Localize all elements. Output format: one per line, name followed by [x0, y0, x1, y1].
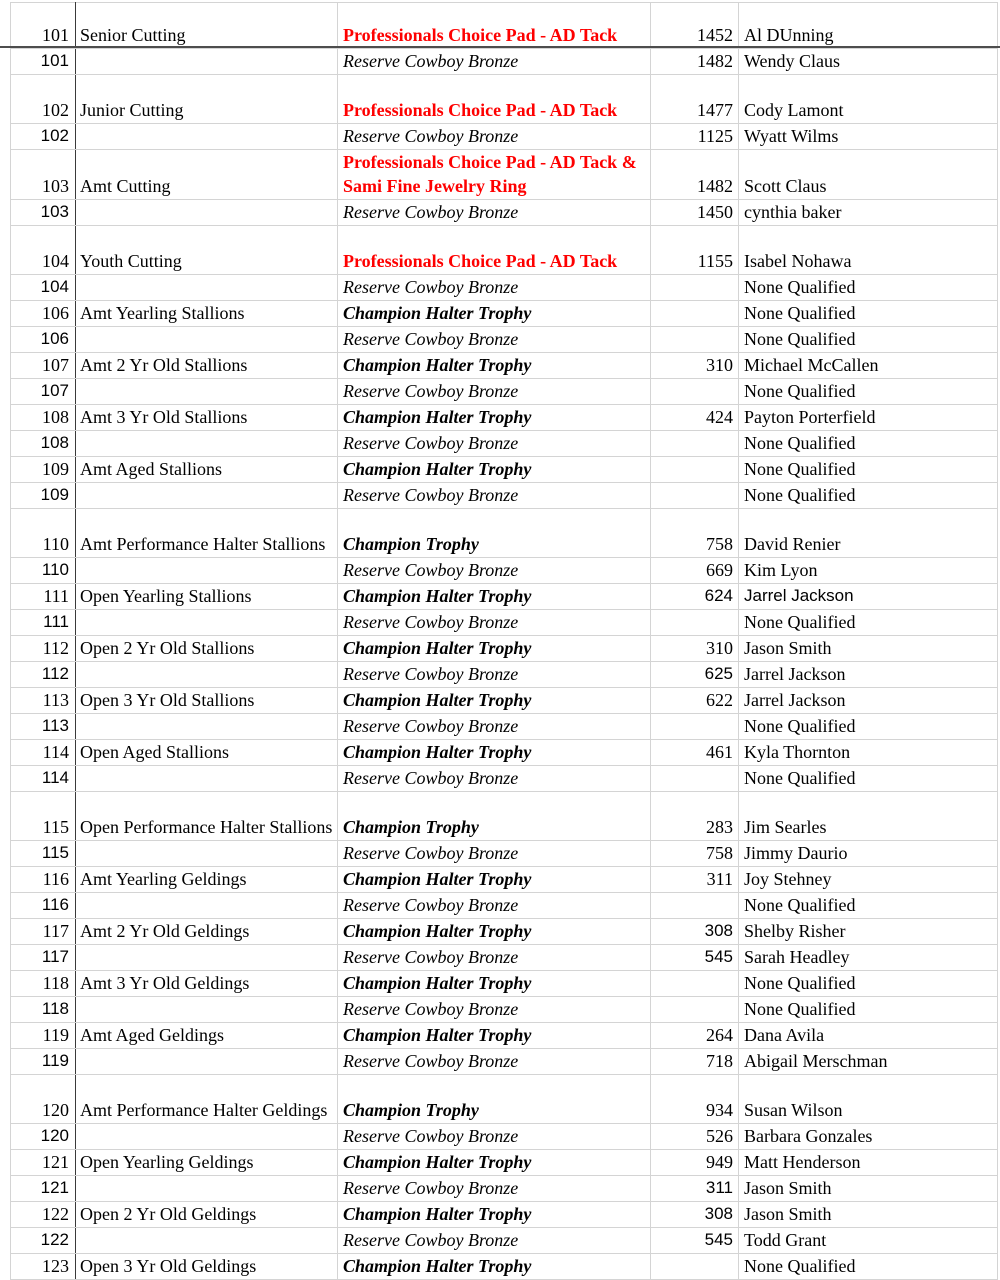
entry-number-cell[interactable]: 308 [651, 1202, 739, 1228]
table-row [11, 75, 998, 124]
class-name-cell[interactable] [76, 610, 338, 636]
class-number-cell[interactable]: 102 [11, 124, 76, 150]
entry-number-cell[interactable] [651, 457, 739, 483]
class-name-cell[interactable] [76, 200, 338, 226]
table-row [11, 405, 998, 431]
award-cell[interactable]: Reserve Cowboy Bronze [338, 124, 651, 150]
class-name-cell[interactable]: Senior Cutting [76, 3, 338, 49]
exhibitor-name-cell[interactable]: None Qualified [739, 301, 998, 327]
exhibitor-name-cell[interactable]: Matt Henderson [739, 1150, 998, 1176]
class-name-cell[interactable] [76, 1228, 338, 1254]
entry-number-cell[interactable]: 545 [651, 1228, 739, 1254]
award-cell[interactable]: Professionals Choice Pad - AD Tack & Sami Fine Jewelry Ring [338, 150, 651, 200]
class-number-cell[interactable]: 103 [11, 150, 76, 200]
award-cell[interactable]: Reserve Cowboy Bronze [338, 1049, 651, 1075]
entry-number-cell[interactable]: 308 [651, 919, 739, 945]
class-number-cell[interactable]: 108 [11, 431, 76, 457]
class-name-cell[interactable] [76, 431, 338, 457]
class-number-cell[interactable]: 121 [11, 1150, 76, 1176]
award-cell[interactable]: Reserve Cowboy Bronze [338, 893, 651, 919]
entry-number-cell[interactable]: 545 [651, 945, 739, 971]
class-name-cell[interactable] [76, 766, 338, 792]
table-row [11, 662, 998, 688]
award-cell[interactable]: Reserve Cowboy Bronze [338, 610, 651, 636]
class-number-cell[interactable]: 107 [11, 353, 76, 379]
award-cell[interactable]: Reserve Cowboy Bronze [338, 714, 651, 740]
entry-number-cell[interactable]: 622 [651, 688, 739, 714]
entry-number-cell[interactable]: 311 [651, 867, 739, 893]
award-cell[interactable]: Champion Halter Trophy [338, 405, 651, 431]
entry-number-cell[interactable]: 758 [651, 841, 739, 867]
exhibitor-name-cell[interactable]: Dana Avila [739, 1023, 998, 1049]
exhibitor-name-cell[interactable]: Scott Claus [739, 150, 998, 200]
class-number-cell[interactable]: 114 [11, 740, 76, 766]
entry-number-cell[interactable] [651, 1254, 739, 1280]
entry-number-cell[interactable] [651, 483, 739, 509]
entry-number-cell[interactable]: 424 [651, 405, 739, 431]
exhibitor-name-cell[interactable]: Joy Stehney [739, 867, 998, 893]
award-cell[interactable]: Reserve Cowboy Bronze [338, 49, 651, 75]
entry-number-cell[interactable] [651, 327, 739, 353]
table-row [11, 200, 998, 226]
entry-number-cell[interactable]: 1482 [651, 150, 739, 200]
entry-number-cell[interactable] [651, 714, 739, 740]
table-row [11, 3, 998, 49]
class-name-cell[interactable]: Amt Performance Halter Geldings [76, 1075, 338, 1124]
award-cell[interactable]: Reserve Cowboy Bronze [338, 766, 651, 792]
exhibitor-name-cell[interactable]: Payton Porterfield [739, 405, 998, 431]
class-name-cell[interactable] [76, 1049, 338, 1075]
exhibitor-name-cell[interactable]: None Qualified [739, 893, 998, 919]
table-row [11, 636, 998, 662]
class-number-cell[interactable]: 120 [11, 1075, 76, 1124]
class-name-cell[interactable] [76, 945, 338, 971]
table-row [11, 584, 998, 610]
class-name-cell[interactable]: Junior Cutting [76, 75, 338, 124]
table-row [11, 275, 998, 301]
exhibitor-name-cell[interactable]: None Qualified [739, 379, 998, 405]
class-number-cell[interactable]: 118 [11, 997, 76, 1023]
exhibitor-name-cell[interactable]: cynthia baker [739, 200, 998, 226]
class-number-cell[interactable]: 102 [11, 75, 76, 124]
exhibitor-name-cell[interactable]: Barbara Gonzales [739, 1124, 998, 1150]
award-cell[interactable]: Champion Halter Trophy [338, 867, 651, 893]
award-cell[interactable]: Reserve Cowboy Bronze [338, 379, 651, 405]
award-cell[interactable]: Reserve Cowboy Bronze [338, 841, 651, 867]
award-cell[interactable]: Reserve Cowboy Bronze [338, 945, 651, 971]
table-row [11, 301, 998, 327]
exhibitor-name-cell[interactable]: Michael McCallen [739, 353, 998, 379]
exhibitor-name-cell[interactable]: Jason Smith [739, 1176, 998, 1202]
class-number-cell[interactable]: 117 [11, 919, 76, 945]
class-name-cell[interactable] [76, 124, 338, 150]
class-number-cell[interactable]: 119 [11, 1049, 76, 1075]
entry-number-cell[interactable] [651, 766, 739, 792]
exhibitor-name-cell[interactable]: Jimmy Daurio [739, 841, 998, 867]
table-row [11, 1202, 998, 1228]
class-number-cell[interactable]: 120 [11, 1124, 76, 1150]
exhibitor-name-cell[interactable]: Jim Searles [739, 792, 998, 841]
exhibitor-name-cell[interactable]: Jason Smith [739, 1202, 998, 1228]
class-number-cell[interactable]: 111 [11, 610, 76, 636]
entry-number-cell[interactable]: 1450 [651, 200, 739, 226]
entry-number-cell[interactable]: 310 [651, 353, 739, 379]
entry-number-cell[interactable]: 758 [651, 509, 739, 558]
table-row [11, 971, 998, 997]
exhibitor-name-cell[interactable]: Isabel Nohawa [739, 226, 998, 275]
exhibitor-name-cell[interactable]: None Qualified [739, 714, 998, 740]
class-name-cell[interactable] [76, 1176, 338, 1202]
award-cell[interactable]: Champion Halter Trophy [338, 688, 651, 714]
class-name-cell[interactable]: Open 2 Yr Old Stallions [76, 636, 338, 662]
entry-number-cell[interactable]: 1482 [651, 49, 739, 75]
exhibitor-name-cell[interactable]: Shelby Risher [739, 919, 998, 945]
table-row [11, 483, 998, 509]
class-number-cell[interactable]: 106 [11, 327, 76, 353]
table-row [11, 1228, 998, 1254]
exhibitor-name-cell[interactable]: None Qualified [739, 327, 998, 353]
table-row [11, 841, 998, 867]
award-cell[interactable]: Champion Halter Trophy [338, 1254, 651, 1280]
exhibitor-name-cell[interactable]: Wyatt Wilms [739, 124, 998, 150]
table-row [11, 1150, 998, 1176]
exhibitor-name-cell[interactable]: None Qualified [739, 766, 998, 792]
award-cell[interactable]: Reserve Cowboy Bronze [338, 997, 651, 1023]
class-name-cell[interactable] [76, 275, 338, 301]
class-name-cell[interactable]: Amt 2 Yr Old Geldings [76, 919, 338, 945]
class-number-cell[interactable]: 116 [11, 893, 76, 919]
award-cell[interactable]: Champion Halter Trophy [338, 457, 651, 483]
class-number-cell[interactable]: 122 [11, 1228, 76, 1254]
entry-number-cell[interactable] [651, 893, 739, 919]
class-name-cell[interactable]: Amt 3 Yr Old Geldings [76, 971, 338, 997]
entry-number-cell[interactable] [651, 301, 739, 327]
table-row [11, 1254, 998, 1280]
table-row [11, 740, 998, 766]
class-number-cell[interactable]: 109 [11, 483, 76, 509]
class-name-cell[interactable]: Amt Aged Stallions [76, 457, 338, 483]
table-row [11, 431, 998, 457]
class-number-cell[interactable]: 110 [11, 558, 76, 584]
class-number-cell[interactable]: 113 [11, 688, 76, 714]
exhibitor-name-cell[interactable]: Cody Lamont [739, 75, 998, 124]
class-name-cell[interactable]: Amt Aged Geldings [76, 1023, 338, 1049]
class-name-cell[interactable] [76, 1124, 338, 1150]
exhibitor-name-cell[interactable]: Abigail Merschman [739, 1049, 998, 1075]
class-name-cell[interactable]: Open Yearling Stallions [76, 584, 338, 610]
class-number-cell[interactable]: 113 [11, 714, 76, 740]
table-row [11, 509, 998, 558]
results-table-body [11, 3, 998, 1280]
award-cell[interactable]: Champion Halter Trophy [338, 740, 651, 766]
class-name-cell[interactable]: Amt Performance Halter Stallions [76, 509, 338, 558]
class-number-cell[interactable]: 103 [11, 200, 76, 226]
entry-number-cell[interactable] [651, 379, 739, 405]
table-row [11, 457, 998, 483]
award-cell[interactable]: Professionals Choice Pad - AD Tack [338, 75, 651, 124]
class-name-cell[interactable] [76, 662, 338, 688]
class-number-cell[interactable]: 116 [11, 867, 76, 893]
class-name-cell[interactable]: Amt Yearling Stallions [76, 301, 338, 327]
class-name-cell[interactable]: Open Aged Stallions [76, 740, 338, 766]
exhibitor-name-cell[interactable]: None Qualified [739, 483, 998, 509]
table-row [11, 124, 998, 150]
table-row [11, 226, 998, 275]
award-cell[interactable]: Reserve Cowboy Bronze [338, 1124, 651, 1150]
exhibitor-name-cell[interactable]: None Qualified [739, 1254, 998, 1280]
class-name-cell[interactable]: Youth Cutting [76, 226, 338, 275]
entry-number-cell[interactable]: 949 [651, 1150, 739, 1176]
class-name-cell[interactable]: Open Performance Halter Stallions [76, 792, 338, 841]
award-cell[interactable]: Champion Halter Trophy [338, 584, 651, 610]
entry-number-cell[interactable] [651, 431, 739, 457]
exhibitor-name-cell[interactable]: None Qualified [739, 275, 998, 301]
class-name-cell[interactable] [76, 483, 338, 509]
entry-number-cell[interactable]: 624 [651, 584, 739, 610]
class-name-cell[interactable]: Amt Cutting [76, 150, 338, 200]
exhibitor-name-cell[interactable]: None Qualified [739, 997, 998, 1023]
class-number-cell[interactable]: 123 [11, 1254, 76, 1280]
class-name-cell[interactable]: Amt 2 Yr Old Stallions [76, 353, 338, 379]
exhibitor-name-cell[interactable]: Jarrel Jackson [739, 688, 998, 714]
class-number-cell[interactable]: 112 [11, 662, 76, 688]
table-row [11, 379, 998, 405]
entry-number-cell[interactable]: 264 [651, 1023, 739, 1049]
award-cell[interactable]: Reserve Cowboy Bronze [338, 200, 651, 226]
table-row [11, 792, 998, 841]
entry-number-cell[interactable]: 310 [651, 636, 739, 662]
exhibitor-name-cell[interactable]: None Qualified [739, 610, 998, 636]
award-cell[interactable]: Champion Halter Trophy [338, 971, 651, 997]
exhibitor-name-cell[interactable]: Kim Lyon [739, 558, 998, 584]
class-name-cell[interactable] [76, 997, 338, 1023]
table-row [11, 49, 998, 75]
table-row [11, 893, 998, 919]
entry-number-cell[interactable]: 1155 [651, 226, 739, 275]
table-row [11, 150, 998, 200]
award-cell[interactable]: Champion Halter Trophy [338, 919, 651, 945]
award-cell[interactable]: Champion Halter Trophy [338, 301, 651, 327]
award-cell[interactable]: Professionals Choice Pad - AD Tack [338, 226, 651, 275]
class-name-cell[interactable] [76, 841, 338, 867]
class-number-cell[interactable]: 121 [11, 1176, 76, 1202]
award-cell[interactable]: Reserve Cowboy Bronze [338, 483, 651, 509]
table-row [11, 1023, 998, 1049]
class-number-cell[interactable]: 106 [11, 301, 76, 327]
class-number-cell[interactable]: 115 [11, 841, 76, 867]
exhibitor-name-cell[interactable]: None Qualified [739, 971, 998, 997]
entry-number-cell[interactable]: 283 [651, 792, 739, 841]
entry-number-cell[interactable]: 526 [651, 1124, 739, 1150]
class-name-cell[interactable]: Amt 3 Yr Old Stallions [76, 405, 338, 431]
entry-number-cell[interactable] [651, 610, 739, 636]
award-cell[interactable]: Champion Halter Trophy [338, 1023, 651, 1049]
table-row [11, 919, 998, 945]
class-number-cell[interactable]: 118 [11, 971, 76, 997]
table-row [11, 688, 998, 714]
table-row [11, 867, 998, 893]
class-name-cell[interactable] [76, 49, 338, 75]
entry-number-cell[interactable] [651, 971, 739, 997]
exhibitor-name-cell[interactable]: Susan Wilson [739, 1075, 998, 1124]
class-number-cell[interactable]: 117 [11, 945, 76, 971]
entry-number-cell[interactable]: 461 [651, 740, 739, 766]
table-row [11, 1124, 998, 1150]
class-number-cell[interactable]: 115 [11, 792, 76, 841]
exhibitor-name-cell[interactable]: David Renier [739, 509, 998, 558]
table-row [11, 327, 998, 353]
class-name-cell[interactable] [76, 558, 338, 584]
award-cell[interactable]: Reserve Cowboy Bronze [338, 662, 651, 688]
exhibitor-name-cell[interactable]: Jarrel Jackson [739, 662, 998, 688]
class-number-cell[interactable]: 107 [11, 379, 76, 405]
entry-number-cell[interactable]: 1452 [651, 3, 739, 49]
class-number-cell[interactable]: 104 [11, 275, 76, 301]
table-row [11, 945, 998, 971]
table-row [11, 610, 998, 636]
results-table [10, 2, 998, 1280]
award-cell[interactable]: Champion Trophy [338, 792, 651, 841]
class-number-cell[interactable]: 101 [11, 49, 76, 75]
exhibitor-name-cell[interactable]: Todd Grant [739, 1228, 998, 1254]
class-number-cell[interactable]: 119 [11, 1023, 76, 1049]
table-row [11, 766, 998, 792]
entry-number-cell[interactable] [651, 275, 739, 301]
class-number-cell[interactable]: 122 [11, 1202, 76, 1228]
class-name-cell[interactable] [76, 327, 338, 353]
table-row [11, 997, 998, 1023]
award-cell[interactable]: Professionals Choice Pad - AD Tack [338, 3, 651, 49]
award-cell[interactable]: Champion Halter Trophy [338, 1150, 651, 1176]
class-name-cell[interactable]: Open 3 Yr Old Geldings [76, 1254, 338, 1280]
class-name-cell[interactable] [76, 893, 338, 919]
award-cell[interactable]: Reserve Cowboy Bronze [338, 558, 651, 584]
class-name-cell[interactable]: Amt Yearling Geldings [76, 867, 338, 893]
entry-number-cell[interactable]: 1125 [651, 124, 739, 150]
award-cell[interactable]: Reserve Cowboy Bronze [338, 275, 651, 301]
class-name-cell[interactable]: Open 3 Yr Old Stallions [76, 688, 338, 714]
award-cell[interactable]: Champion Halter Trophy [338, 636, 651, 662]
exhibitor-name-cell[interactable]: Jarrel Jackson [739, 584, 998, 610]
class-number-cell[interactable]: 111 [11, 584, 76, 610]
class-number-cell[interactable]: 114 [11, 766, 76, 792]
award-cell[interactable]: Reserve Cowboy Bronze [338, 1176, 651, 1202]
exhibitor-name-cell[interactable]: Sarah Headley [739, 945, 998, 971]
exhibitor-name-cell[interactable]: Kyla Thornton [739, 740, 998, 766]
class-number-cell[interactable]: 101 [11, 3, 76, 49]
class-number-cell[interactable]: 110 [11, 509, 76, 558]
table-row [11, 714, 998, 740]
entry-number-cell[interactable]: 311 [651, 1176, 739, 1202]
entry-number-cell[interactable]: 718 [651, 1049, 739, 1075]
entry-number-cell[interactable]: 625 [651, 662, 739, 688]
award-cell[interactable]: Champion Halter Trophy [338, 1202, 651, 1228]
award-cell[interactable]: Reserve Cowboy Bronze [338, 1228, 651, 1254]
class-number-cell[interactable]: 104 [11, 226, 76, 275]
class-number-cell[interactable]: 108 [11, 405, 76, 431]
table-row [11, 558, 998, 584]
award-cell[interactable]: Champion Trophy [338, 509, 651, 558]
exhibitor-name-cell[interactable]: None Qualified [739, 457, 998, 483]
table-row [11, 1176, 998, 1202]
entry-number-cell[interactable]: 669 [651, 558, 739, 584]
class-name-cell[interactable]: Open 2 Yr Old Geldings [76, 1202, 338, 1228]
entry-number-cell[interactable] [651, 997, 739, 1023]
class-name-cell[interactable]: Open Yearling Geldings [76, 1150, 338, 1176]
table-row [11, 353, 998, 379]
class-number-cell[interactable]: 109 [11, 457, 76, 483]
award-cell[interactable]: Champion Trophy [338, 1075, 651, 1124]
table-row [11, 1075, 998, 1124]
exhibitor-name-cell[interactable]: Jason Smith [739, 636, 998, 662]
entry-number-cell[interactable]: 934 [651, 1075, 739, 1124]
award-cell[interactable]: Reserve Cowboy Bronze [338, 431, 651, 457]
entry-number-cell[interactable]: 1477 [651, 75, 739, 124]
class-name-cell[interactable] [76, 379, 338, 405]
class-name-cell[interactable] [76, 714, 338, 740]
award-cell[interactable]: Reserve Cowboy Bronze [338, 327, 651, 353]
exhibitor-name-cell[interactable]: Wendy Claus [739, 49, 998, 75]
award-cell[interactable]: Champion Halter Trophy [338, 353, 651, 379]
exhibitor-name-cell[interactable]: None Qualified [739, 431, 998, 457]
header-divider-line [0, 46, 1000, 48]
exhibitor-name-cell[interactable]: Al DUnning [739, 3, 998, 49]
table-row [11, 1049, 998, 1075]
class-number-cell[interactable]: 112 [11, 636, 76, 662]
